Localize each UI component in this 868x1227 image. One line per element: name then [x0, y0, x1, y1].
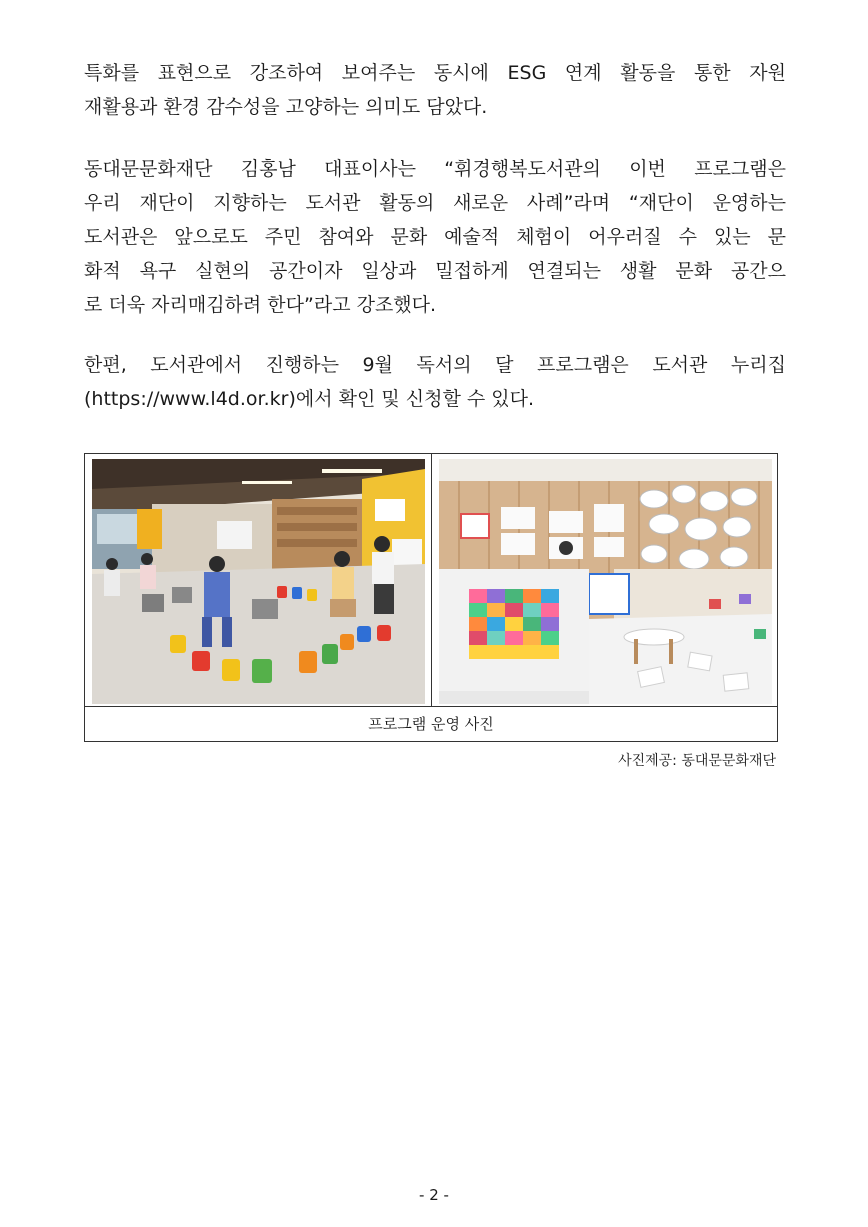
text-line: 한편, 도서관에서 진행하는 9월 독서의 달 프로그램은 도서관 누리집 [84, 354, 786, 376]
paragraph-ceo-quote [84, 152, 786, 322]
paragraph-program-info [84, 348, 786, 416]
text-line: 화적 욕구 실현의 공간이자 일상과 밀접하게 연결되는 생활 문화 공간으 [84, 260, 786, 282]
text-line: 로 더욱 자리매김하려 한다”라고 강조했다. [84, 294, 437, 316]
photo-credit: 사진제공: 동대문문화재단 [618, 753, 776, 769]
photo-row [85, 454, 777, 707]
page-number: - 2 - [419, 1186, 449, 1204]
text-line: 특화를 표현으로 강조하여 보여주는 동시에 ESG 연계 활동을 통한 자원 [84, 62, 786, 84]
cell-divider [431, 454, 432, 706]
text-line: 재활용과 환경 감수성을 고양하는 의미도 담았다. [84, 96, 488, 118]
program-photo-art-wall [439, 459, 772, 704]
text-line: 동대문문화재단 김홍남 대표이사는 “휘경행복도서관의 이번 프로그램은 [84, 158, 786, 180]
paragraph-esg [84, 56, 786, 124]
photo-table [84, 453, 778, 742]
photo-caption: 프로그램 운영 사진 [368, 715, 494, 733]
text-line: 우리 재단이 지향하는 도서관 활동의 새로운 사례”라며 “재단이 운영하는 [84, 192, 786, 214]
program-photo-stepping-game [92, 459, 425, 704]
text-line: (https://www.l4d.or.kr)에서 확인 및 신청할 수 있다. [84, 388, 534, 410]
text-line: 도서관은 앞으로도 주민 참여와 문화 예술적 체험이 어우러질 수 있는 문 [84, 226, 786, 248]
